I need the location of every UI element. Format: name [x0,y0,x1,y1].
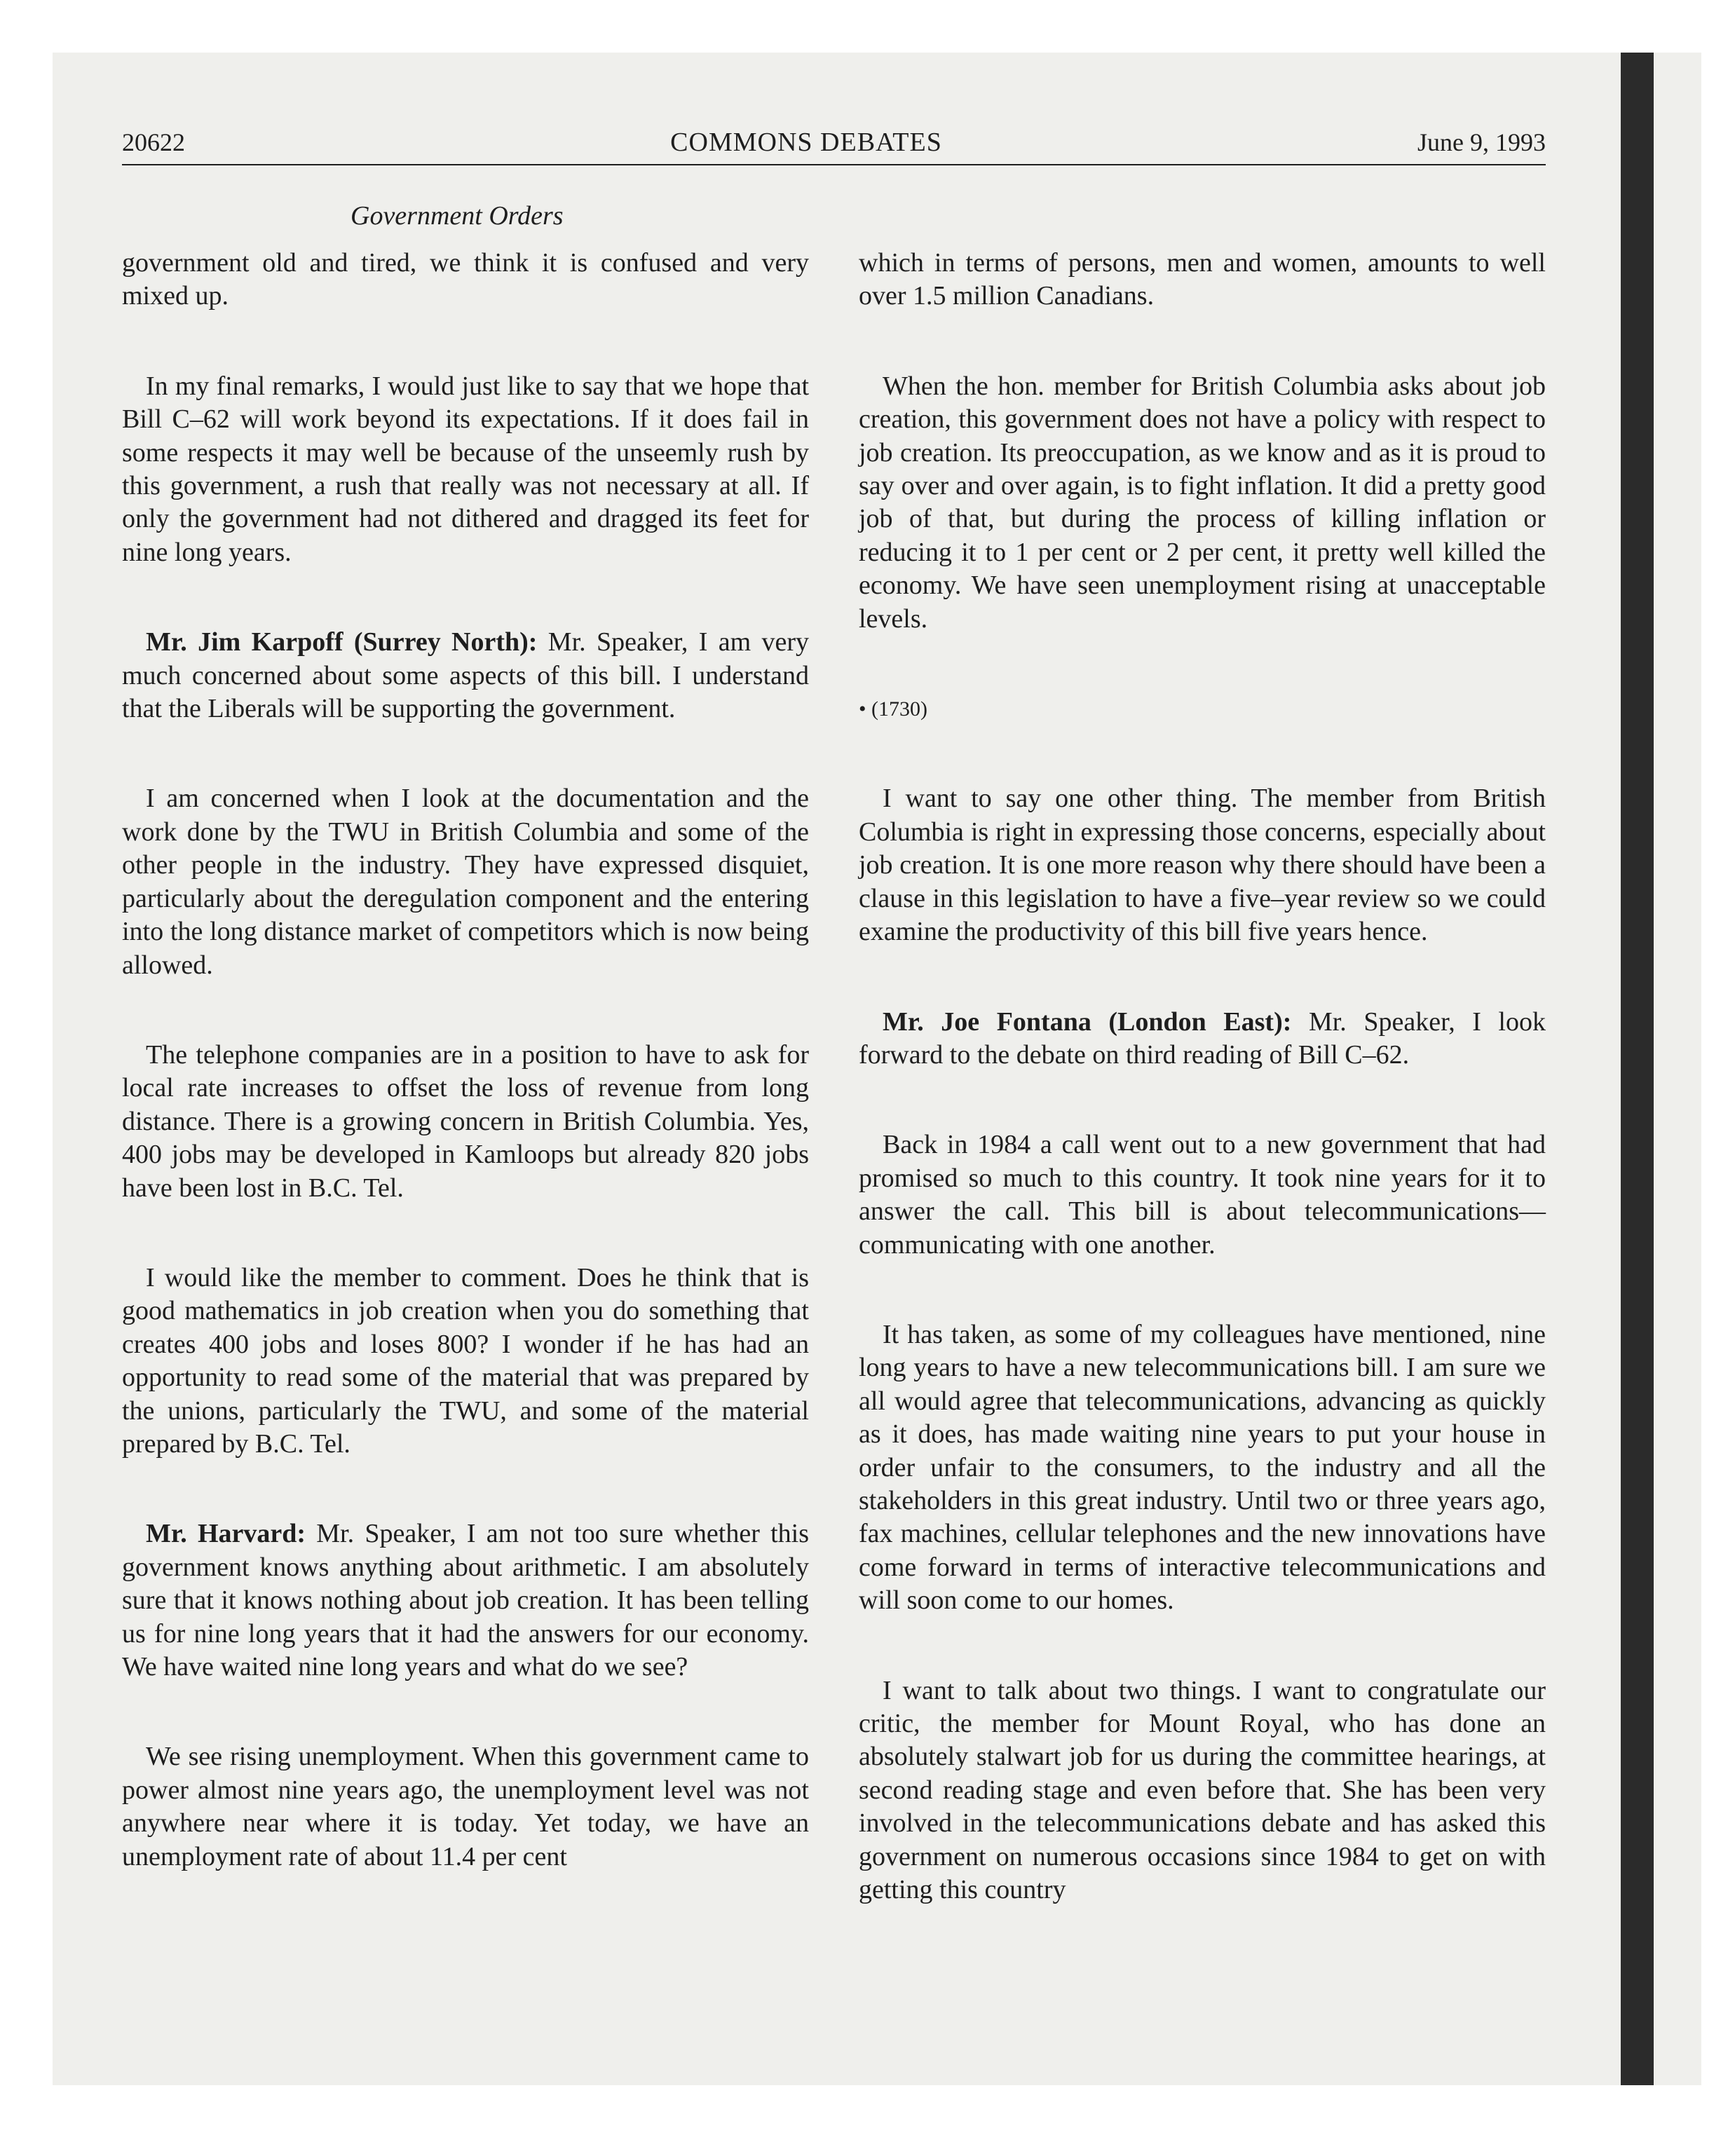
paragraph: I am concerned when I look at the documentation and the work done by the TWU in British Columbia and some of the other people in the industry. They have expressed disquiet, particularly about the deregulation component and the entering into the long distance market of competitors which is now being allowed. [122,784,809,980]
paragraph: I want to say one other thing. The member from British Columbia is right in expressing those concerns, especially about job creation. It is one more reason why there should have been a clause in this legislation to have a five–year review so we could examine the productivity of this bill five years hence. [859,784,1546,947]
paragraph: I want to talk about two things. I want to congratulate our critic, the member for Mount Royal, who has done an absolutely stalwart job for us during the committee hearings, at second reading stage and even before that. She has been very involved in the telecommunications debate and has asked this government on numerous occasions since 1984 to get on with getting this country [859,1675,1546,1905]
speech-text: Mr. Speaker, I am very much concerned about some aspects of this bill. I understand that the Liberals will be supporting the government. [122,627,809,724]
paragraph: which in terms of persons, men and women, amounts to well over 1.5 million Canadians. [859,248,1546,311]
speech-paragraph [859,1006,1546,1072]
paragraph: I would like the member to comment. Does he think that is good mathematics in job creation when you do something that creates 400 jobs and loses 800? I wonder if he has had an opportunity to read some of the material that was prepared by the unions, particularly the TWU, and some of the material prepared by B.C. Tel. [122,1262,809,1459]
paragraph: We see rising unemployment. When this government came to power almost nine years ago, the unemployment level was not anywhere near where it is today. Yet today, we have an unemployment rate of about 11.4 per cent [122,1742,809,1871]
speaker-name: Mr. Jim Karpoff (Surrey North): [146,627,538,657]
left-column [122,247,809,1930]
speech-paragraph [122,1517,809,1684]
paragraph: The telephone companies are in a position to have to ask for local rate increases to offset the loss of revenue from long distance. There is a growing concern in British Columbia. Yes, 400 jobs may be developed in Kamloops but already 820 jobs have been lost in B.C. Tel. [122,1039,809,1203]
paragraph: It has taken, as some of my colleagues have mentioned, nine long years to have a new telecommunications bill. I am sure we all would agree that telecommunications, advancing as quickly as it does, has made waiting nine years to put your house in order unfair to the consumers, to the industry and all the stakeholders in this great industry. Until two or three years ago, fax machines, cellular telephones and the new innovations have come forward in terms of interactive telecommunications and will soon come to our homes. [859,1319,1546,1616]
running-title: COMMONS DEBATES [670,128,942,157]
paragraph: government old and tired, we think it is confused and very mixed up. [122,248,809,311]
paragraph: When the hon. member for British Columbia asks about job creation, this government does not have a policy with respect to job creation. Its preoccupation, as we know and as it is proud to say over and over again, is to fight inflation. It did a pretty good job of that, but during the process of killing inflation or reducing it to 1 per cent or 2 per cent, it pretty well killed the economy. We have seen unemployment rising at unacceptable levels. [859,371,1546,634]
header-rule [122,164,1546,165]
speech-text: Mr. Speaker, I am not too sure whether this government knows anything about arithmetic. I am absolutely sure that it knows nothing about job creation. It has been telling us for nine long years that it had the answers for our economy. We have waited nine long years and what do we see? [122,1519,809,1681]
speaker-name: Mr. Joe Fontana (London East): [883,1007,1292,1037]
paragraph: In my final remarks, I would just like to say that we hope that Bill C–62 will work beyond its expectations. If it does fail in some respects it may well be because of the unseemly rush by this government, a rush that really was not necessary at all. If only the government had not dithered and dragged its feet for nine long years. [122,371,809,567]
timestamp-marker: • (1730) [859,697,927,721]
section-title: Government Orders [351,201,564,231]
speaker-name: Mr. Harvard: [146,1519,306,1549]
paragraph: Back in 1984 a call went out to a new government that had promised so much to this country. It took nine years for it to answer the call. This bill is about telecommunications—communicating with one another. [859,1130,1546,1260]
header-date: June 9, 1993 [1417,128,1546,156]
page-number: 20622 [122,128,185,156]
right-column [859,247,1546,1963]
speech-text: Mr. Speaker, I look forward to the debate on third reading of Bill C–62. [859,1007,1546,1070]
speech-paragraph [122,626,809,725]
